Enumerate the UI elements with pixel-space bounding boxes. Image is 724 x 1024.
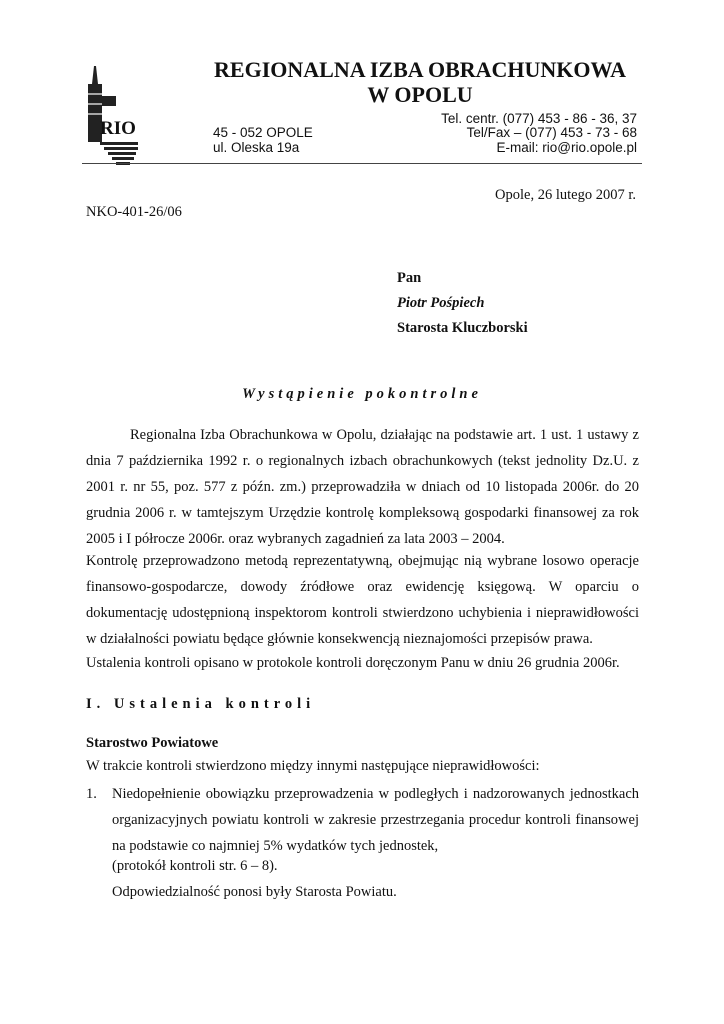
finding-reference: (protokół kontroli str. 6 – 8). [112, 858, 278, 874]
finding-responsibility: Odpowiedzialność ponosi były Starosta Powiatu. [112, 884, 397, 900]
postal-code: 45 - 052 OPOLE [213, 125, 313, 140]
finding-number: 1. [86, 786, 97, 802]
reference-number: NKO-401-26/06 [86, 204, 182, 220]
paragraph-protocol: Ustalenia kontroli opisano w protokole kontroli doręczonym Panu w dniu 26 grudnia 2006r. [86, 655, 620, 671]
finding-text: Niedopełnienie obowiązku przeprowadzenia w podległych i nadzorowanych jednostkach organizacyjnych powiatu kontroli w zakresie przestrzegania procedur kontroli finansowej na podstawie co najmniej 5% wydatków tych jednostek, [112, 786, 639, 854]
fax-number: Tel/Fax – (077) 453 - 73 - 68 [466, 125, 637, 140]
email-address: E-mail: rio@rio.opole.pl [496, 140, 637, 155]
recipient-name: Piotr Pośpiech [397, 295, 485, 311]
section-heading: I. Ustalenia kontroli [86, 696, 316, 712]
document-title: Wystąpienie pokontrolne [242, 386, 482, 402]
letter-date: Opole, 26 lutego 2007 r. [495, 187, 636, 203]
org-name-line2: W OPOLU [367, 82, 473, 107]
logo-lettering: RIO [100, 118, 136, 139]
header-divider [82, 163, 642, 164]
rio-logo [82, 66, 152, 166]
phone-central: Tel. centr. (077) 453 - 86 - 36, 37 [441, 111, 637, 126]
paragraph-method: Kontrolę przeprowadzono metodą reprezentatywną, obejmując nią wybrane losowo operacje finansowo-gospodarcze, dowody źródłowe oraz ewidencję księgową. W oparciu o dokumentację udostępnioną inspektorom kontroli stwierdzono uchybienia i nieprawidłowości w działalności powiatu będące głównie konsekwencją nieznajomości przepisów prawa. [86, 553, 639, 647]
street-address: ul. Oleska 19a [213, 140, 300, 155]
findings-intro: W trakcie kontroli stwierdzono między innymi następujące nieprawidłowości: [86, 758, 540, 774]
recipient-salutation: Pan [397, 270, 422, 286]
org-name-line1: REGIONALNA IZBA OBRACHUNKOWA [214, 57, 626, 82]
paragraph-intro: Regionalna Izba Obrachunkowa w Opolu, działając na podstawie art. 1 ust. 1 ustawy z dnia 7 października 1992 r. o regionalnych izbach obrachunkowych (tekst jednolity Dz.U. z 2001 r. nr 55, poz. 577 z późn. zm.) przeprowadziła w dniach od 10 listopada 2006r. do 20 grudnia 2006 r. w tamtejszym Urzędzie kontrolę kompleksową gospodarki finansowej za rok 2005 i I półrocze 2006r. oraz wybranych zagadnień za lata 2003 – 2004. [86, 427, 639, 547]
recipient-title: Starosta Kluczborski [397, 320, 528, 336]
section-subheading: Starostwo Powiatowe [86, 735, 219, 751]
